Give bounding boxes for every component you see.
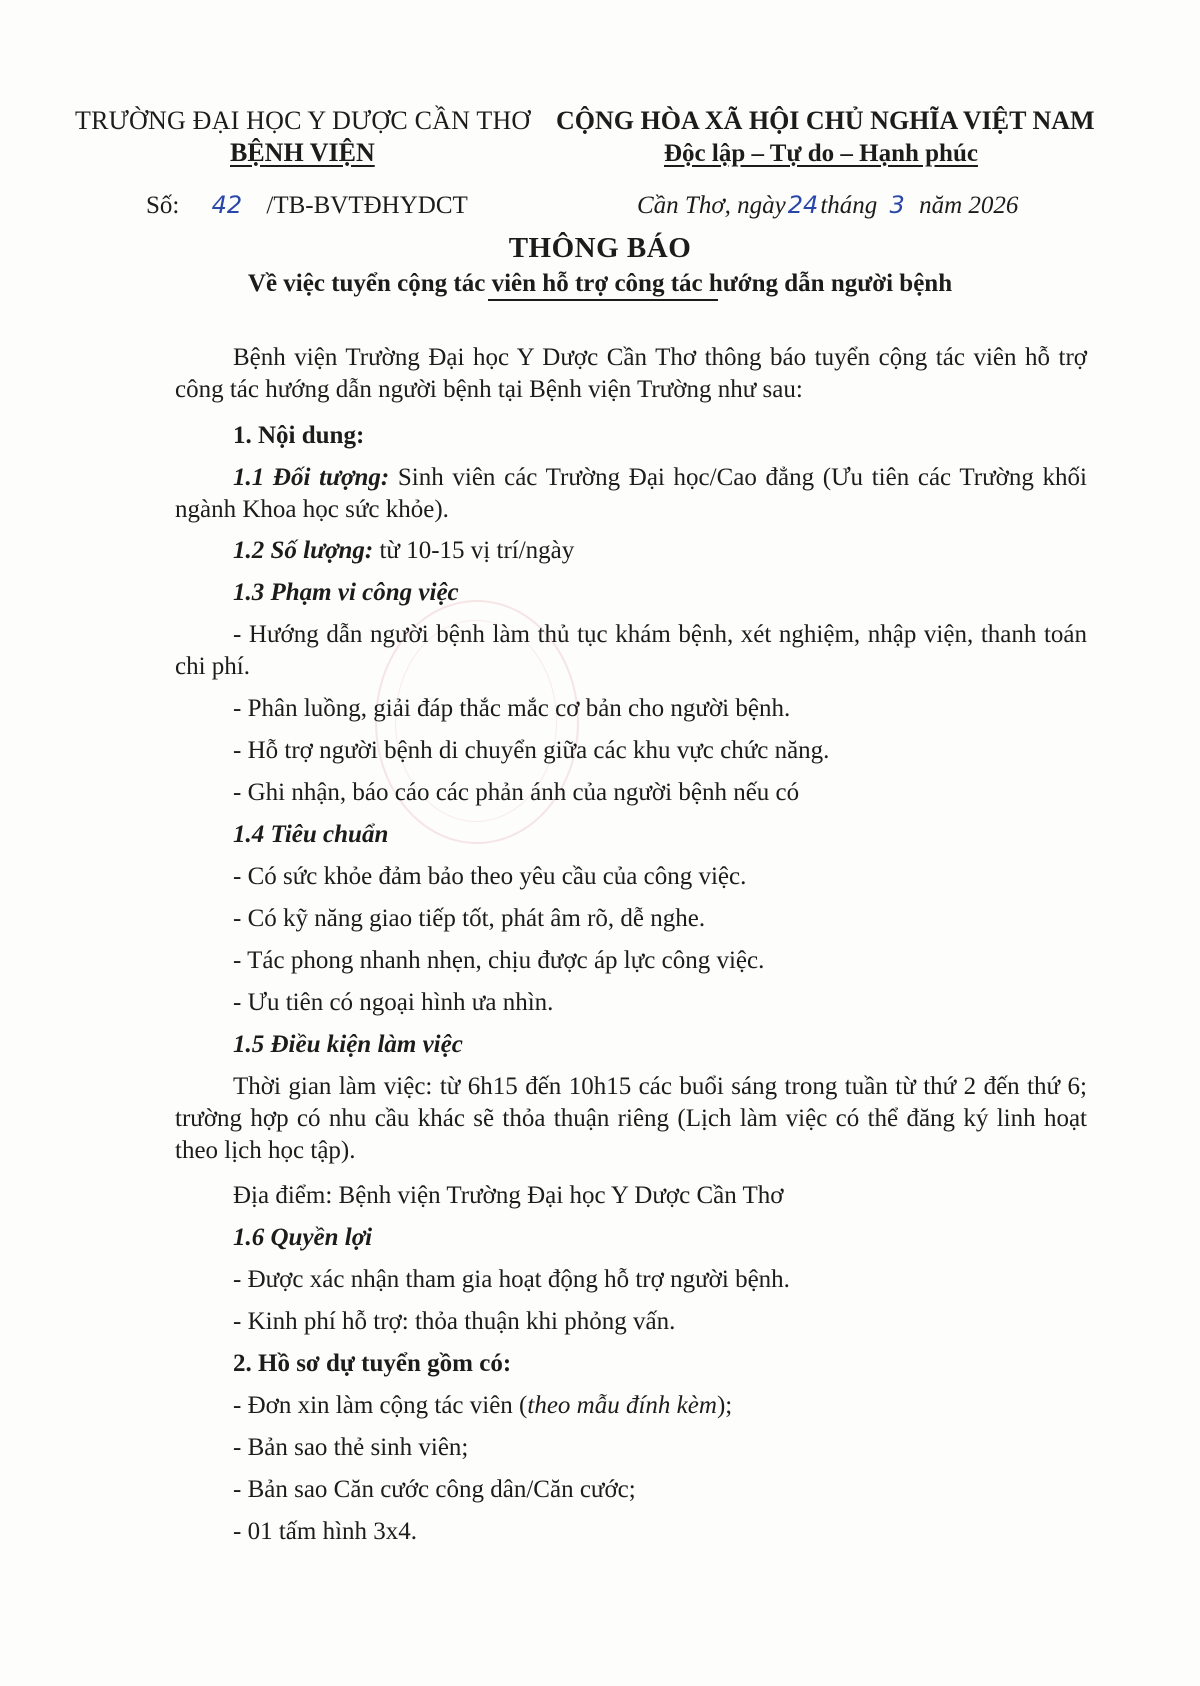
doi-tuong-paragraph [175, 462, 1087, 526]
so-label: Số: [146, 192, 180, 219]
intro-paragraph: Bệnh viện Trường Đại học Y Dược Cần Thơ thông báo tuyển cộng tác viên hỗ trợ công tác hướng dẫn người bệnh tại Bệnh viện Trường như sau: [175, 344, 1087, 403]
ho-so-item: - 01 tấm hình 3x4. [233, 1518, 418, 1545]
tieu-chuan-item: - Có sức khỏe đảm bảo theo yêu cầu của công việc. [233, 863, 747, 890]
thoi-gian-paragraph: Thời gian làm việc: từ 6h15 đến 10h15 các buổi sáng trong tuần từ thứ 2 đến thứ 6; trường hợp có nhu cầu khác sẽ thỏa thuận riêng (Lịch làm việc có thể đăng ký linh hoạt theo lịch học tập). [175, 1073, 1087, 1164]
nation-motto: Độc lập – Tự do – Hạnh phúc [664, 140, 978, 167]
pham-vi-item: - Hỗ trợ người bệnh di chuyển giữa các khu vực chức năng. [233, 737, 830, 764]
quyen-loi-item: - Kinh phí hỗ trợ: thỏa thuận khi phỏng vấn. [233, 1308, 676, 1335]
document-title: THÔNG BÁO [508, 232, 692, 264]
dieu-kien-heading: 1.5 Điều kiện làm việc [233, 1031, 463, 1058]
ho-so-item1-prefix: - Đơn xin làm cộng tác viên ( [233, 1392, 528, 1419]
pham-vi-item: - Ghi nhận, báo cáo các phản ánh của người bệnh nếu có [233, 779, 800, 806]
tieu-chuan-item: - Tác phong nhanh nhẹn, chịu được áp lực công việc. [233, 947, 765, 974]
pham-vi-heading: 1.3 Phạm vi công việc [233, 579, 459, 606]
tieu-chuan-heading: 1.4 Tiêu chuẩn [233, 821, 389, 848]
pham-vi-item: - Hướng dẫn người bệnh làm thủ tục khám bệnh, xét nghiệm, nhập viện, thanh toán chi phí. [175, 621, 1087, 680]
date-prefix: Cần Thơ, ngày [637, 192, 786, 219]
so-luong-text: từ 10-15 vị trí/ngày [373, 537, 575, 564]
ho-so-item: - Bản sao thẻ sinh viên; [233, 1434, 469, 1461]
doi-tuong-label: 1.1 Đối tượng: [233, 464, 390, 491]
so-number-handwritten: 42 [211, 191, 243, 219]
date-year: năm 2026 [919, 192, 1019, 219]
org-unit: BỆNH VIỆN [230, 138, 375, 167]
section1-heading: 1. Nội dung: [233, 422, 365, 449]
quyen-loi-item: - Được xác nhận tham gia hoạt động hỗ trợ người bệnh. [233, 1266, 790, 1293]
ho-so-item [233, 1390, 732, 1422]
so-luong-line [233, 535, 574, 567]
date-month-label: tháng [820, 192, 878, 219]
org-name: TRƯỜNG ĐẠI HỌC Y DƯỢC CẦN THƠ [75, 106, 531, 135]
date-month-handwritten: 3 [889, 191, 905, 219]
ho-so-item1-italic: theo mẫu đính kèm [527, 1392, 717, 1419]
subtitle-underline [488, 299, 718, 301]
tieu-chuan-item: - Có kỹ năng giao tiếp tốt, phát âm rõ, dễ nghe. [233, 905, 706, 932]
nation-name: CỘNG HÒA XÃ HỘI CHỦ NGHĨA VIỆT NAM [556, 106, 1095, 135]
document-date [637, 191, 1018, 220]
document-number [146, 191, 468, 220]
pham-vi-item: - Phân luồng, giải đáp thắc mắc cơ bản cho người bệnh. [233, 695, 791, 722]
quyen-loi-heading: 1.6 Quyền lợi [233, 1224, 373, 1251]
date-day-handwritten: 24 [787, 191, 819, 219]
tieu-chuan-item: - Ưu tiên có ngoại hình ưa nhìn. [233, 989, 554, 1016]
ho-so-item: - Bản sao Căn cước công dân/Căn cước; [233, 1476, 636, 1503]
doi-tuong-text: Sinh viên các Trường Đại học/Cao đẳng (Ưu tiên các Trường khối ngành Khoa học sức khỏe). [175, 464, 1087, 523]
section2-heading: 2. Hồ sơ dự tuyển gồm có: [233, 1350, 512, 1377]
so-code: /TB-BVTĐHYDCT [266, 192, 468, 219]
dia-diem-line: Địa điểm: Bệnh viện Trường Đại học Y Dược Cần Thơ [233, 1182, 784, 1209]
ho-so-item1-suffix: ); [716, 1392, 733, 1419]
document-subtitle: Về việc tuyển cộng tác viên hỗ trợ công tác hướng dẫn người bệnh [247, 270, 953, 297]
so-luong-label: 1.2 Số lượng: [233, 537, 374, 564]
